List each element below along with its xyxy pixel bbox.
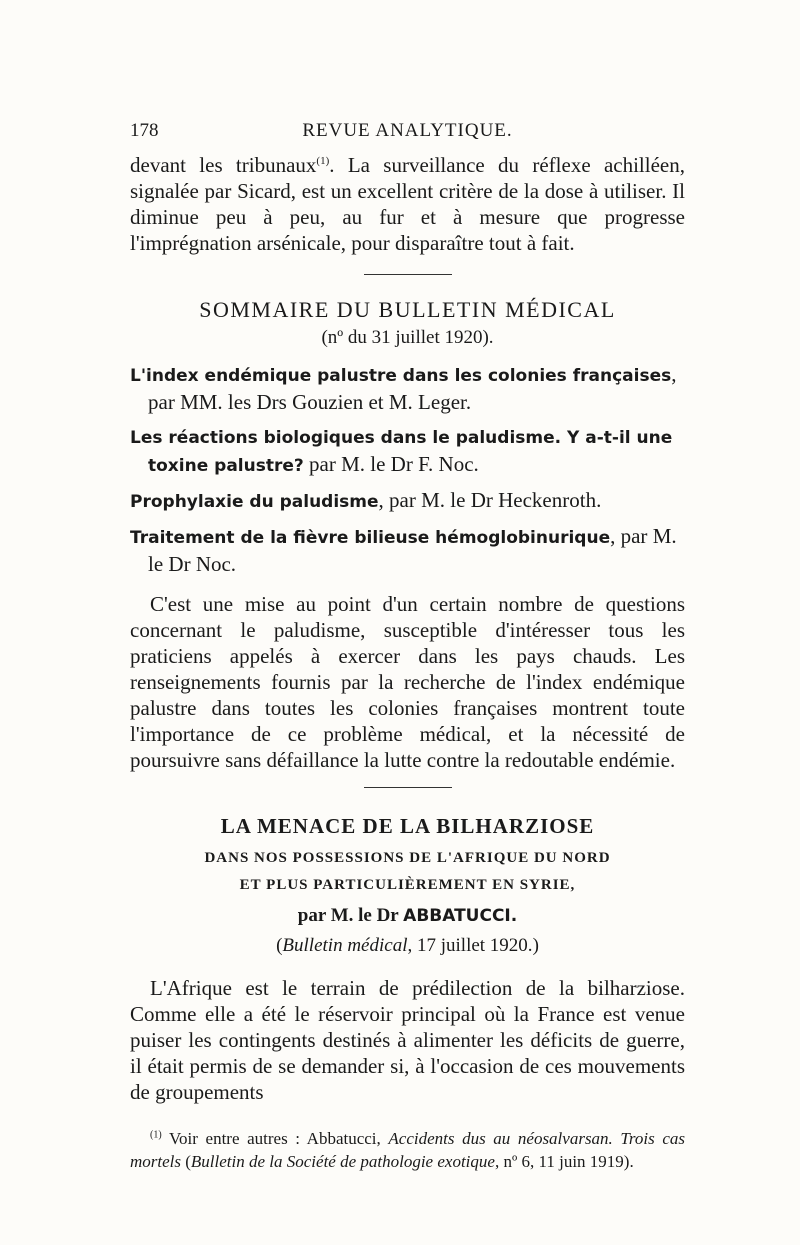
page xyxy=(130,120,685,1173)
entry-sep: , par xyxy=(610,524,648,548)
section-divider xyxy=(364,274,452,275)
entry-authors: M. le Dr Noc. xyxy=(148,524,677,576)
summary-entry xyxy=(130,487,685,515)
entry-authors: M. le Dr Heckenroth. xyxy=(421,488,602,512)
summary-entry xyxy=(130,361,685,415)
entry-authors: MM. les Drs Gouzien et M. Leger. xyxy=(180,390,472,414)
article-source: (Bulletin médical, 17 juillet 1920.) xyxy=(276,935,539,956)
entry-title: Les réactions biologiques dans le paludisme. Y a-t-il une toxine palustre? xyxy=(130,428,673,476)
source-journal: Bulletin médical xyxy=(282,935,408,956)
article-paragraph: L'Afrique est le terrain de prédilection de la bilharziose. Comme elle a été le réservoir principal où la France est venue puiser les contingents destinés à alimenter les déficits de guerre, il était permis de se demander si, à l'occasion de ces mouvements de groupements xyxy=(130,976,685,1104)
footnote-text: ( xyxy=(185,1152,191,1171)
footnote-text: , nº 6, 11 juin 1919). xyxy=(494,1152,634,1171)
intro-text-start: devant les tribunaux xyxy=(130,153,317,177)
summary-title: SOMMAIRE DU BULLETIN MÉDICAL xyxy=(199,297,616,322)
entry-title: Traitement de la fièvre bilieuse hémoglobinurique xyxy=(130,528,611,548)
author-prefix: par M. le Dr xyxy=(297,905,399,926)
footnote-marker: (1) xyxy=(150,1129,162,1141)
entry-sep: par xyxy=(303,452,336,476)
entry-title: L'index endémique palustre dans les colonies françaises xyxy=(130,366,672,386)
article-subtitle-line2: ET PLUS PARTICULIÈREMENT EN SYRIE, xyxy=(239,877,576,893)
entry-sep: , par xyxy=(148,362,677,414)
source-date: , 17 juillet 1920. xyxy=(407,935,533,956)
footnote-italic-title: Accidents dus au néosalvarsan. Trois cas mortels xyxy=(130,1129,686,1171)
page-header xyxy=(130,120,685,146)
page-number: 178 xyxy=(130,120,159,141)
entry-sep: , par xyxy=(378,488,416,512)
intro-text-end: . La surveillance du réflexe achilléen, signalée par Sicard, est un excellent critère de la dose à utiliser. Il diminue peu à peu, au fur et à mesure que progresse l'imprégnation arsénicale, pour disparaître tout à fait. xyxy=(130,153,685,255)
author-name: ABBATUCCI. xyxy=(403,906,518,926)
entry-authors: M. le Dr F. Noc. xyxy=(341,452,479,476)
footnote-italic-journal: Bulletin de la Société de pathologie exotique xyxy=(190,1152,495,1171)
section-divider xyxy=(364,787,452,788)
summary-entries xyxy=(130,361,685,577)
summary-subtitle: (nº du 31 juillet 1920). xyxy=(321,327,494,348)
intro-paragraph xyxy=(130,152,685,256)
summary-entry xyxy=(130,523,685,577)
summary-paragraph: C'est une mise au point d'un certain nombre de questions concernant le paludisme, susceptible d'intéresser tous les praticiens appelés à exercer dans les pays chauds. Les renseignements fournis par la recherche de l'index endémique palustre dans toutes les colonies françaises montrent toute l'importance de ce problème médical, et la nécessité de poursuivre sans défaillance la lutte contre la redoutable endémie. xyxy=(130,592,685,772)
article-title: LA MENACE DE LA BILHARZIOSE xyxy=(220,814,595,838)
running-title: REVUE ANALYTIQUE. xyxy=(302,120,513,141)
summary-entry xyxy=(130,423,685,479)
footnote-text: Voir entre autres : Abbatucci, xyxy=(168,1129,381,1148)
footnote xyxy=(130,1127,685,1173)
article-subtitle-line1: DANS NOS POSSESSIONS DE L'AFRIQUE DU NORD xyxy=(204,850,611,866)
footnote-ref: (1) xyxy=(316,155,330,167)
entry-title: Prophylaxie du paludisme xyxy=(130,492,379,512)
article-author xyxy=(130,905,685,927)
